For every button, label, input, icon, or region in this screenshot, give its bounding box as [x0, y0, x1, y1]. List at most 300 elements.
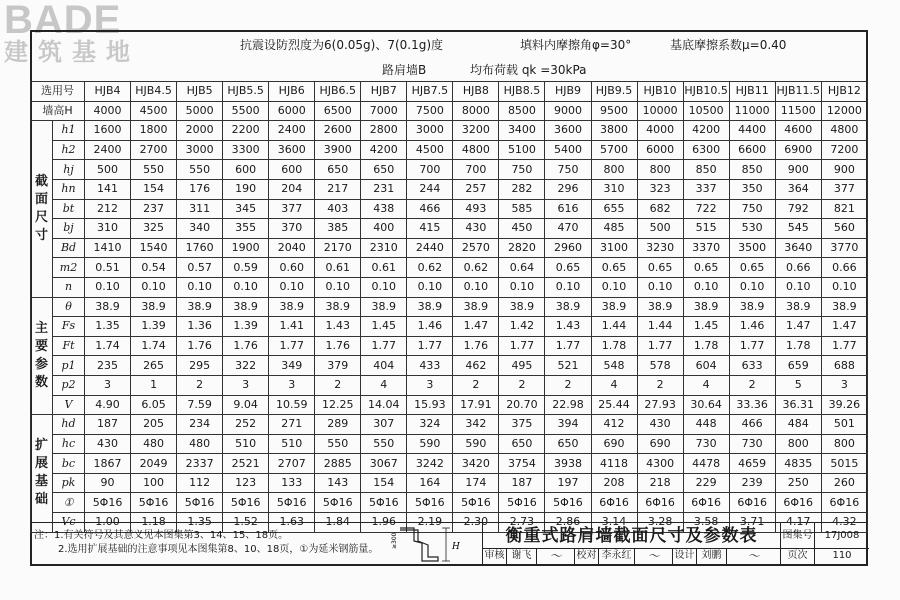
design-label: 设计 [673, 549, 697, 565]
value-cell: 394 [545, 415, 591, 435]
value-cell: 38.9 [361, 297, 407, 317]
symbol-cell: n [53, 277, 85, 297]
value-cell: 1.77 [269, 336, 315, 356]
value-cell: 342 [453, 415, 499, 435]
value-cell: 2820 [499, 238, 545, 258]
value-cell: 1.46 [407, 317, 453, 337]
value-cell: 4118 [591, 454, 637, 474]
value-cell: 3067 [361, 454, 407, 474]
value-cell: 2600 [315, 121, 361, 141]
value-cell: 600 [223, 160, 269, 180]
value-cell: 377 [269, 199, 315, 219]
value-cell: 355 [223, 219, 269, 239]
symbol-cell: hd [53, 415, 85, 435]
height-cell: 11500 [775, 101, 821, 121]
value-cell: 4.17 [775, 513, 821, 533]
value-cell: 2170 [315, 238, 361, 258]
value-cell: 2700 [131, 140, 177, 160]
value-cell: 1.36 [177, 317, 223, 337]
value-cell: 7200 [821, 140, 867, 160]
table-row [31, 375, 868, 395]
height-cell: 8500 [499, 101, 545, 121]
value-cell: 289 [315, 415, 361, 435]
value-cell: 38.9 [315, 297, 361, 317]
group-char: 面 [34, 191, 48, 207]
value-cell: 33.36 [729, 395, 775, 415]
value-cell: 307 [361, 415, 407, 435]
value-cell: 350 [729, 179, 775, 199]
value-cell: 501 [821, 415, 867, 435]
value-cell: 187 [499, 473, 545, 493]
checker: 李永红 [599, 549, 635, 565]
value-cell: 3.14 [591, 513, 637, 533]
value-cell: 480 [177, 434, 223, 454]
value-cell: 0.10 [729, 277, 775, 297]
value-cell: 493 [453, 199, 499, 219]
table-row [31, 395, 868, 415]
atlas-label: 图集号 [781, 523, 815, 549]
value-cell: 38.9 [683, 297, 729, 317]
value-cell: 0.65 [545, 258, 591, 278]
table-row [31, 434, 868, 454]
model-label: 选用号 [31, 82, 85, 102]
value-cell: 0.10 [453, 277, 499, 297]
symbol-cell: V [53, 395, 85, 415]
value-cell: 590 [407, 434, 453, 454]
value-cell: 2 [637, 375, 683, 395]
value-cell: 3230 [637, 238, 683, 258]
value-cell: 616 [545, 199, 591, 219]
value-cell: 10.59 [269, 395, 315, 415]
designer: 刘鹏 [697, 549, 727, 565]
value-cell: 5Φ16 [545, 493, 591, 513]
value-cell: 1.76 [315, 336, 361, 356]
value-cell: 2800 [361, 121, 407, 141]
value-cell: 800 [637, 160, 683, 180]
value-cell: 1.43 [315, 317, 361, 337]
value-cell: 6.05 [131, 395, 177, 415]
value-cell: 0.61 [361, 258, 407, 278]
model-cell: HJB8 [453, 82, 499, 102]
check-label: 校对 [575, 549, 599, 565]
value-cell: 3.58 [683, 513, 729, 533]
value-cell: 234 [177, 415, 223, 435]
value-cell: 0.60 [269, 258, 315, 278]
model-cell: HJB8.5 [499, 82, 545, 102]
value-cell: 197 [545, 473, 591, 493]
table-row [31, 140, 868, 160]
value-cell: 385 [315, 219, 361, 239]
value-cell: 0.10 [499, 277, 545, 297]
value-cell: 36.31 [775, 395, 821, 415]
value-cell: 235 [85, 356, 131, 376]
page-number: 110 [832, 550, 852, 561]
value-cell: 1.77 [361, 336, 407, 356]
height-cell: 6000 [269, 101, 315, 121]
value-cell: 2200 [223, 121, 269, 141]
group-char: 主 [34, 320, 48, 336]
symbol-cell: Vc [53, 513, 85, 533]
value-cell: 650 [361, 160, 407, 180]
value-cell: 560 [821, 219, 867, 239]
value-cell: 4200 [361, 140, 407, 160]
value-cell: 700 [407, 160, 453, 180]
wall-type-row [30, 57, 868, 81]
table-row [31, 356, 868, 376]
value-cell: 17.91 [453, 395, 499, 415]
value-cell: 1.77 [545, 336, 591, 356]
value-cell: 550 [177, 160, 223, 180]
value-cell: 3100 [591, 238, 637, 258]
value-cell: 271 [269, 415, 315, 435]
value-cell: 0.10 [223, 277, 269, 297]
value-cell: 1.77 [821, 336, 867, 356]
watermark-subtitle: 建筑基地 [4, 38, 140, 66]
value-cell: 3 [85, 375, 131, 395]
value-cell: 3800 [591, 121, 637, 141]
value-cell: 604 [683, 356, 729, 376]
checker-signature: ～ [635, 549, 673, 565]
value-cell: 1.39 [131, 317, 177, 337]
symbol-cell: θ [53, 297, 85, 317]
value-cell: 6600 [729, 140, 775, 160]
value-cell: 450 [499, 219, 545, 239]
value-cell: 4835 [775, 454, 821, 474]
table-row [31, 493, 868, 513]
value-cell: 6Φ16 [729, 493, 775, 513]
model-cell: HJB12 [821, 82, 867, 102]
value-cell: 4800 [821, 121, 867, 141]
model-cell: HJB10.5 [683, 82, 729, 102]
value-cell: 1.18 [131, 513, 177, 533]
symbol-cell: bj [53, 219, 85, 239]
value-cell: 133 [269, 473, 315, 493]
group-char: 基 [34, 474, 48, 490]
value-cell: 500 [637, 219, 683, 239]
value-cell: 22.98 [545, 395, 591, 415]
value-cell: 1.96 [361, 513, 407, 533]
value-cell: 3 [821, 375, 867, 395]
value-cell: 0.66 [821, 258, 867, 278]
value-cell: 530 [729, 219, 775, 239]
value-cell: 1.63 [269, 513, 315, 533]
height-cell: 10000 [637, 101, 683, 121]
value-cell: 229 [683, 473, 729, 493]
height-cell: 10500 [683, 101, 729, 121]
value-cell: 3500 [729, 238, 775, 258]
value-cell: 310 [85, 219, 131, 239]
group-char: 础 [34, 492, 48, 508]
value-cell: 462 [453, 356, 499, 376]
value-cell: 600 [269, 160, 315, 180]
value-cell: 485 [591, 219, 637, 239]
table-row [31, 336, 868, 356]
value-cell: 850 [729, 160, 775, 180]
value-cell: 500 [85, 160, 131, 180]
symbol-cell: hn [53, 179, 85, 199]
value-cell: 550 [315, 434, 361, 454]
model-cell: HJB5 [177, 82, 223, 102]
value-cell: 6Φ16 [591, 493, 637, 513]
value-cell: 4200 [683, 121, 729, 141]
value-cell: 4659 [729, 454, 775, 474]
value-cell: 0.54 [131, 258, 177, 278]
value-cell: 550 [361, 434, 407, 454]
wall-type: 路肩墙B [382, 63, 427, 77]
value-cell: 655 [591, 199, 637, 219]
value-cell: 5Φ16 [131, 493, 177, 513]
height-cell: 8000 [453, 101, 499, 121]
value-cell: 900 [821, 160, 867, 180]
value-cell: 237 [131, 199, 177, 219]
value-cell: 800 [591, 160, 637, 180]
value-cell: 0.57 [177, 258, 223, 278]
group-char: 尺 [34, 209, 48, 225]
model-cell: HJB9 [545, 82, 591, 102]
value-cell: 5Φ16 [499, 493, 545, 513]
value-cell: 311 [177, 199, 223, 219]
value-cell: 1600 [85, 121, 131, 141]
value-cell: 5100 [499, 140, 545, 160]
table-row [31, 160, 868, 180]
value-cell: 205 [131, 415, 177, 435]
value-cell: 750 [499, 160, 545, 180]
value-cell: 0.10 [821, 277, 867, 297]
value-cell: 1900 [223, 238, 269, 258]
value-cell: 7.59 [177, 395, 223, 415]
value-cell: 730 [683, 434, 729, 454]
value-cell: 282 [499, 179, 545, 199]
height-cell: 5500 [223, 101, 269, 121]
value-cell: 480 [131, 434, 177, 454]
value-cell: 231 [361, 179, 407, 199]
value-cell: 1.00 [85, 513, 131, 533]
model-cell: HJB6.5 [315, 82, 361, 102]
value-cell: 154 [361, 473, 407, 493]
table-row [31, 258, 868, 278]
value-cell: 470 [545, 219, 591, 239]
model-cell: HJB7 [361, 82, 407, 102]
value-cell: 4.32 [821, 513, 867, 533]
value-cell: 38.9 [131, 297, 177, 317]
value-cell: 25.44 [591, 395, 637, 415]
value-cell: 430 [85, 434, 131, 454]
value-cell: 3400 [499, 121, 545, 141]
height-row [31, 101, 868, 121]
group-char: 截 [34, 173, 48, 189]
value-cell: 1.76 [453, 336, 499, 356]
value-cell: 650 [499, 434, 545, 454]
table-row [31, 454, 868, 474]
value-cell: 38.9 [223, 297, 269, 317]
value-cell: 5Φ16 [85, 493, 131, 513]
value-cell: 633 [729, 356, 775, 376]
value-cell: 5Φ16 [315, 493, 361, 513]
value-cell: 9.04 [223, 395, 269, 415]
value-cell: 27.93 [637, 395, 683, 415]
value-cell: 682 [637, 199, 683, 219]
value-cell: 700 [453, 160, 499, 180]
value-cell: 370 [269, 219, 315, 239]
design-conditions-row [30, 30, 868, 57]
value-cell: 1.76 [177, 336, 223, 356]
value-cell: 1540 [131, 238, 177, 258]
height-cell: 9000 [545, 101, 591, 121]
value-cell: 212 [85, 199, 131, 219]
value-cell: 850 [683, 160, 729, 180]
atlas-number: 17J008 [815, 523, 869, 549]
value-cell: 792 [775, 199, 821, 219]
value-cell: 2.30 [453, 513, 499, 533]
value-cell: 0.10 [683, 277, 729, 297]
footer [30, 522, 868, 566]
value-cell: 4 [591, 375, 637, 395]
value-cell: 3 [407, 375, 453, 395]
value-cell: 690 [591, 434, 637, 454]
value-cell: 659 [775, 356, 821, 376]
value-cell: 0.59 [223, 258, 269, 278]
value-cell: 1 [131, 375, 177, 395]
value-cell: 0.10 [177, 277, 223, 297]
value-cell: 1.76 [223, 336, 269, 356]
value-cell: 4800 [453, 140, 499, 160]
group-char: 参 [34, 356, 48, 372]
value-cell: 337 [683, 179, 729, 199]
value-cell: 141 [85, 179, 131, 199]
value-cell: 100 [131, 473, 177, 493]
value-cell: 5Φ16 [361, 493, 407, 513]
value-cell: 296 [545, 179, 591, 199]
value-cell: 515 [683, 219, 729, 239]
value-cell: 2521 [223, 454, 269, 474]
value-cell: 466 [729, 415, 775, 435]
value-cell: 4300 [637, 454, 683, 474]
value-cell: 2000 [177, 121, 223, 141]
value-cell: 4400 [729, 121, 775, 141]
value-cell: 5Φ16 [177, 493, 223, 513]
value-cell: 3938 [545, 454, 591, 474]
value-cell: 4478 [683, 454, 729, 474]
symbol-cell: Fs [53, 317, 85, 337]
value-cell: 1.45 [361, 317, 407, 337]
value-cell: 1.78 [591, 336, 637, 356]
value-cell: 340 [177, 219, 223, 239]
page-label: 页次 [781, 549, 815, 565]
group-char: 寸 [34, 227, 48, 243]
symbol-cell: hj [53, 160, 85, 180]
value-cell: 208 [591, 473, 637, 493]
symbol-cell: Ft [53, 336, 85, 356]
value-cell: 3300 [223, 140, 269, 160]
table-row [31, 219, 868, 239]
table-row [31, 473, 868, 493]
value-cell: 1.74 [131, 336, 177, 356]
table-row [31, 415, 868, 435]
group-label [31, 121, 53, 297]
value-cell: 2400 [85, 140, 131, 160]
table-row [31, 121, 868, 141]
watermark-brand: BADE [4, 0, 122, 42]
value-cell: 430 [453, 219, 499, 239]
value-cell: 1.46 [729, 317, 775, 337]
wall-section-diagram [380, 525, 470, 565]
value-cell: 2049 [131, 454, 177, 474]
value-cell: 5Φ16 [407, 493, 453, 513]
value-cell: 38.9 [821, 297, 867, 317]
value-cell: 750 [729, 199, 775, 219]
value-cell: 0.10 [315, 277, 361, 297]
height-cell: 4000 [85, 101, 131, 121]
value-cell: 6Φ16 [683, 493, 729, 513]
value-cell: 0.65 [683, 258, 729, 278]
value-cell: 545 [775, 219, 821, 239]
value-cell: 3640 [775, 238, 821, 258]
value-cell: 2400 [269, 121, 315, 141]
value-cell: 3600 [269, 140, 315, 160]
model-cell: HJB5.5 [223, 82, 269, 102]
value-cell: 2.86 [545, 513, 591, 533]
height-cell: 9500 [591, 101, 637, 121]
value-cell: 800 [821, 434, 867, 454]
height-cell: 7500 [407, 101, 453, 121]
value-cell: 5700 [591, 140, 637, 160]
value-cell: 1.47 [453, 317, 499, 337]
value-cell: 239 [729, 473, 775, 493]
value-cell: 0.65 [591, 258, 637, 278]
value-cell: 2885 [315, 454, 361, 474]
value-cell: 3000 [177, 140, 223, 160]
value-cell: 38.9 [453, 297, 499, 317]
table-row [31, 317, 868, 337]
notes [34, 529, 378, 557]
value-cell: 650 [315, 160, 361, 180]
value-cell: 1.74 [85, 336, 131, 356]
model-cell: HJB11.5 [775, 82, 821, 102]
value-cell: 1.35 [177, 513, 223, 533]
value-cell: 1.52 [223, 513, 269, 533]
reviewer-signature: ～ [537, 549, 575, 565]
value-cell: 112 [177, 473, 223, 493]
symbol-cell: pk [53, 473, 85, 493]
model-row [31, 82, 868, 102]
value-cell: 379 [315, 356, 361, 376]
value-cell: 0.61 [315, 258, 361, 278]
value-cell: 688 [821, 356, 867, 376]
value-cell: 38.9 [177, 297, 223, 317]
symbol-cell: h1 [53, 121, 85, 141]
value-cell: 250 [775, 473, 821, 493]
value-cell: 750 [545, 160, 591, 180]
value-cell: 3420 [453, 454, 499, 474]
model-cell: HJB9.5 [591, 82, 637, 102]
value-cell: 2570 [453, 238, 499, 258]
value-cell: 325 [131, 219, 177, 239]
value-cell: 3770 [821, 238, 867, 258]
value-cell: 322 [223, 356, 269, 376]
value-cell: 0.10 [591, 277, 637, 297]
value-cell: 364 [775, 179, 821, 199]
height-cell: 11000 [729, 101, 775, 121]
group-char: 扩 [34, 438, 48, 454]
value-cell: 2 [177, 375, 223, 395]
value-cell: 4500 [407, 140, 453, 160]
value-cell: 39.26 [821, 395, 867, 415]
group-char: 数 [34, 374, 48, 390]
value-cell: 4 [361, 375, 407, 395]
symbol-cell: bc [53, 454, 85, 474]
value-cell: 2 [545, 375, 591, 395]
height-cell: 5000 [177, 101, 223, 121]
